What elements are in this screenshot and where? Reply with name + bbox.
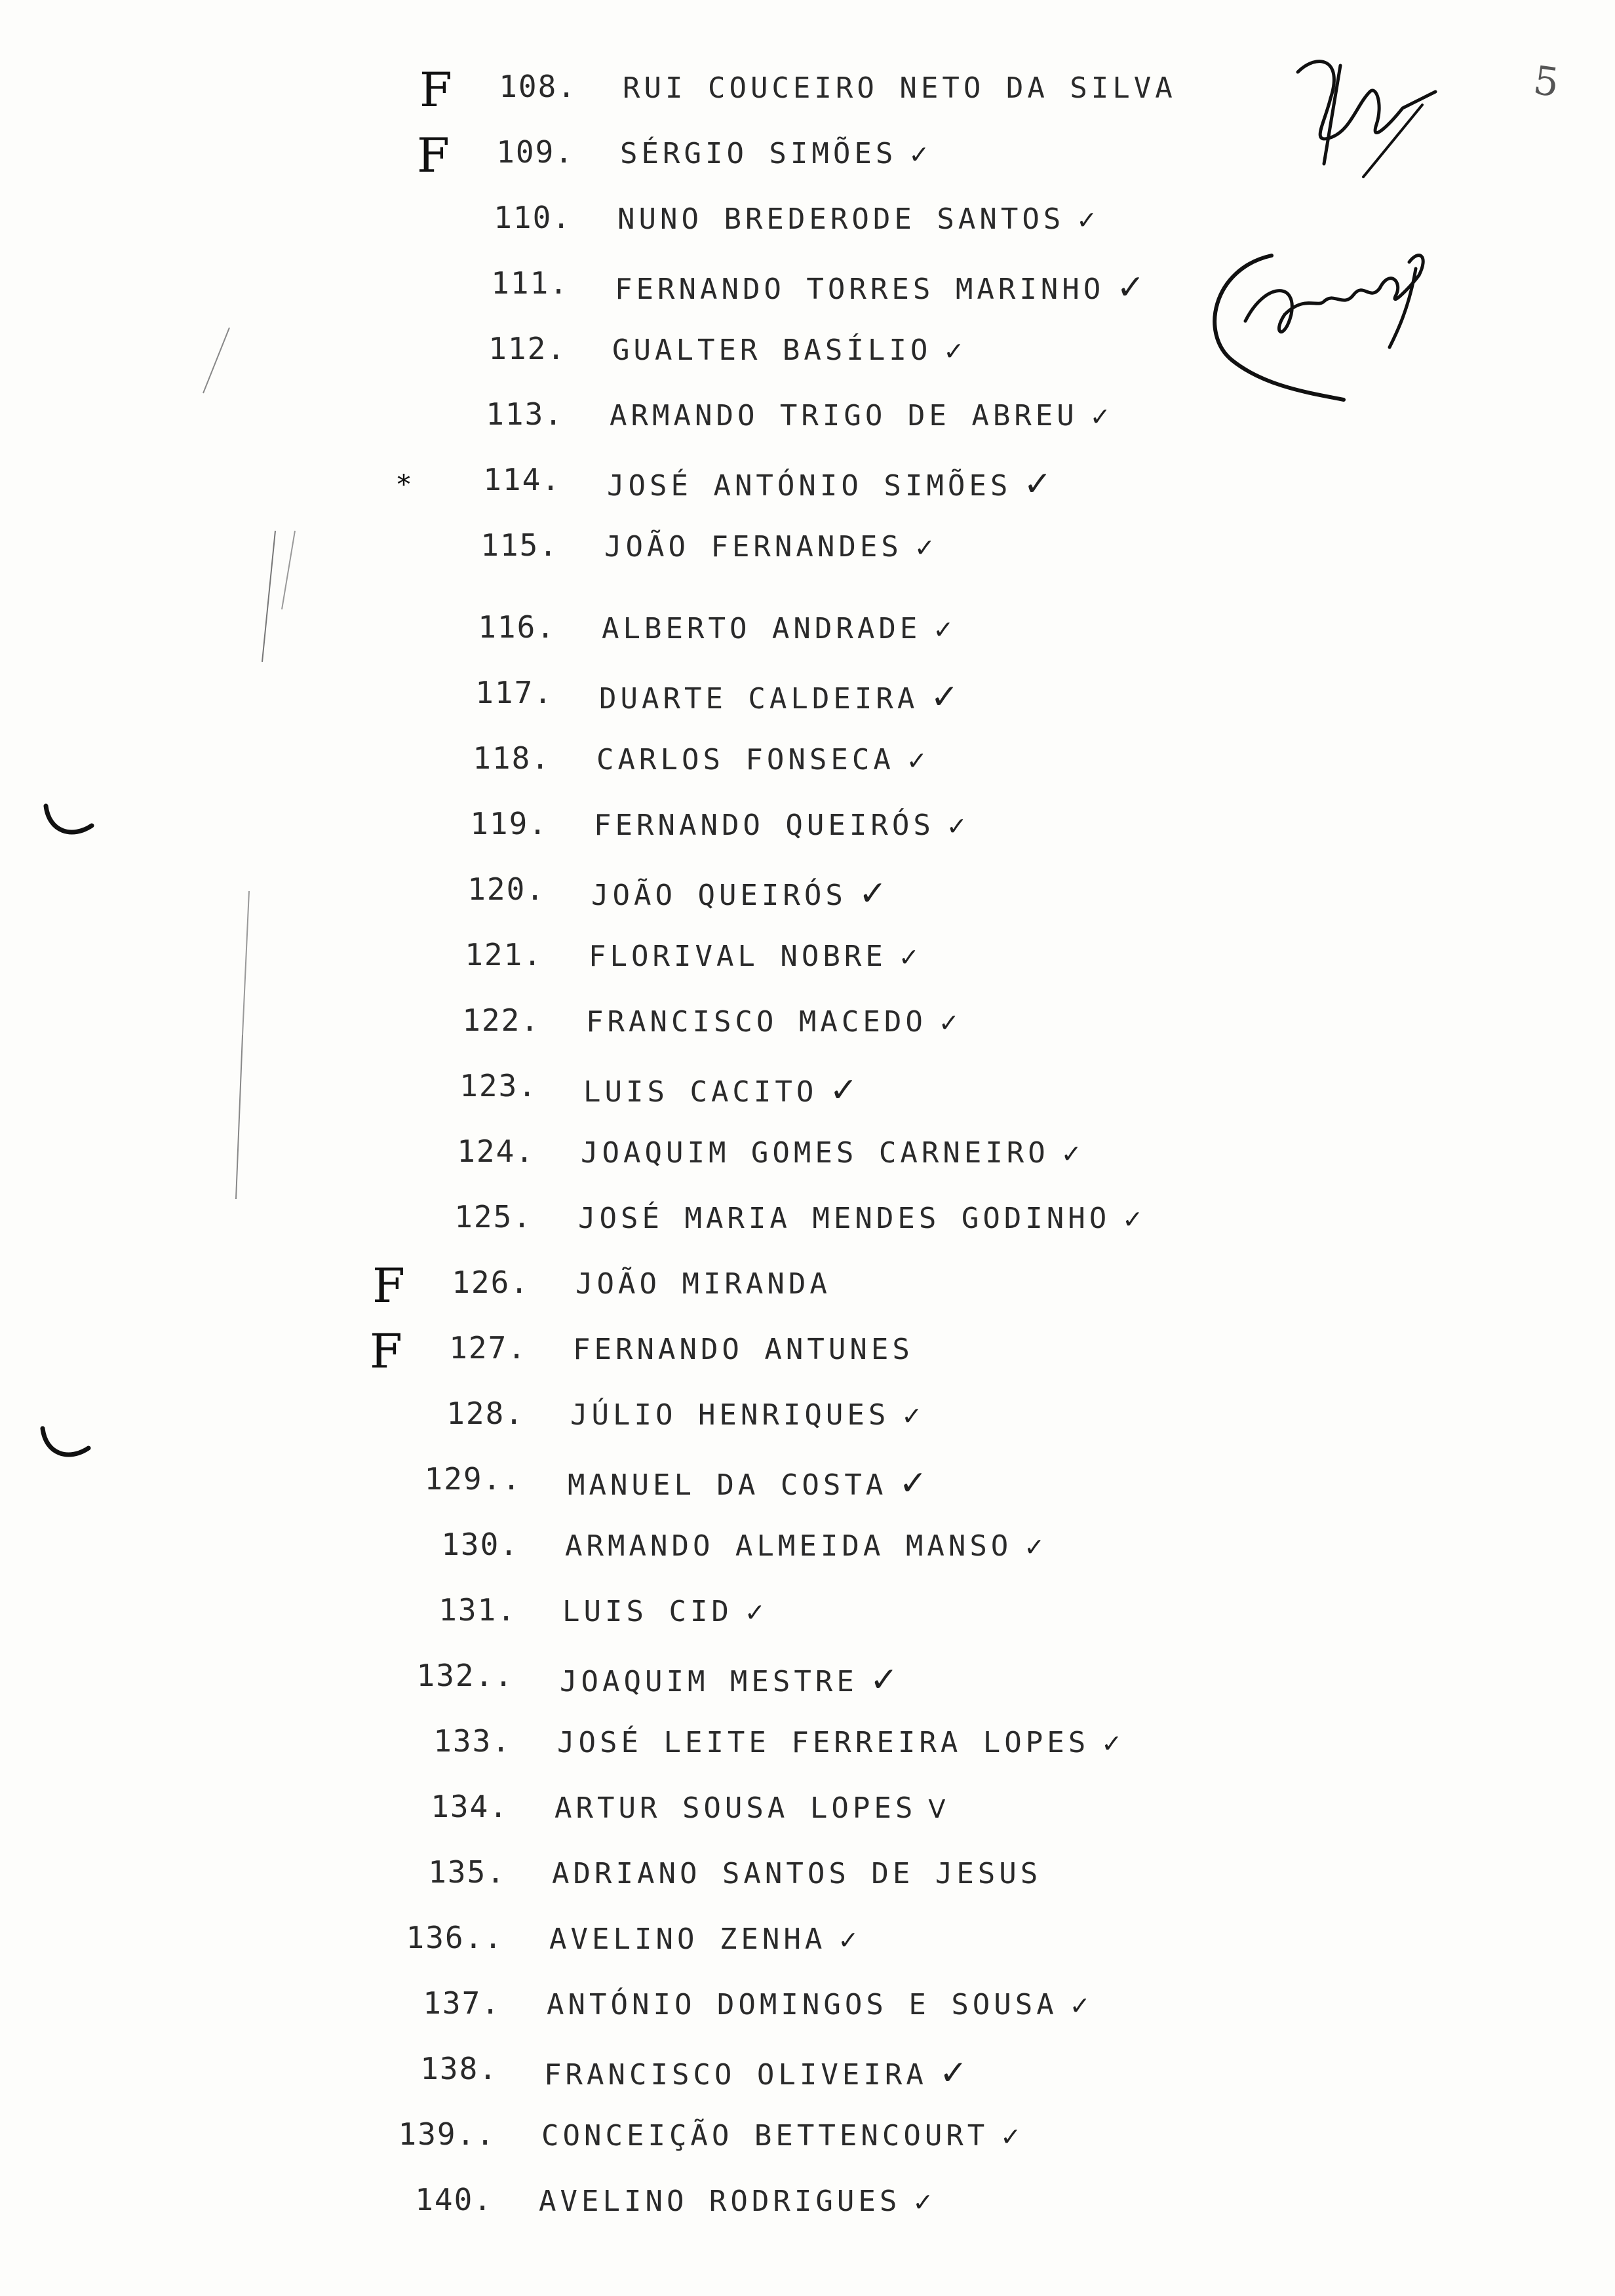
list-item — [372, 603, 1355, 655]
entry-name: LUIS CACITO ✓ — [583, 1071, 858, 1110]
entry-number: 137. — [423, 1985, 501, 2021]
entry-name: AVELINO ZENHA ✓ — [549, 1923, 859, 1956]
list-item — [322, 1848, 1306, 1900]
checkmark-icon: ✓ — [1060, 1139, 1082, 1168]
list-item — [393, 62, 1376, 115]
list-item — [351, 1127, 1334, 1179]
margin-mark-2 — [36, 1422, 95, 1468]
list-item — [367, 734, 1350, 786]
list-item — [336, 1520, 1319, 1573]
checkmark-icon: ✓ — [744, 1598, 766, 1627]
entry-number: 117. — [475, 675, 553, 710]
entry-name: RUI COUCEIRO NETO DA SILVA — [623, 71, 1177, 105]
entry-name: GUALTER BASÍLIO ✓ — [612, 334, 965, 367]
checkmark-icon: ✓ — [930, 678, 959, 717]
list-item — [380, 390, 1363, 442]
entry-name: MANUEL DA COSTA ✓ — [568, 1464, 927, 1503]
list-item — [328, 1717, 1311, 1769]
entry-name: ANTÓNIO DOMINGOS E SOUSA ✓ — [547, 1988, 1091, 2021]
entry-number: 120. — [467, 871, 545, 907]
checkmark-icon: ✓ — [838, 1926, 859, 1955]
entry-number: 128. — [446, 1396, 524, 1431]
list-item — [333, 1586, 1316, 1638]
list-item — [341, 1389, 1324, 1442]
entry-number: 123. — [459, 1068, 537, 1103]
checkmark-icon: ✓ — [829, 1071, 858, 1110]
entry-name: JÚLIO HENRIQUES ✓ — [570, 1398, 923, 1432]
entry-name: SÉRGIO SIMÕES ✓ — [620, 137, 930, 170]
checkmark-icon: ✓ — [908, 140, 930, 169]
entry-number: 118. — [473, 740, 551, 776]
entry-number: 116. — [478, 609, 556, 645]
entry-name: JOÃO FERNANDES ✓ — [604, 530, 935, 564]
margin-mark: F — [372, 1258, 405, 1313]
list-item — [330, 1651, 1313, 1704]
entry-number: 111. — [491, 265, 569, 301]
entry-name: FRANCISCO MACEDO ✓ — [586, 1005, 960, 1039]
list-item — [315, 2044, 1298, 2097]
entry-number: 136.. — [406, 1920, 503, 1955]
list-item — [312, 2110, 1295, 2162]
margin-mark: F — [417, 128, 450, 183]
entry-name: FRANCISCO OLIVEIRA ✓ — [544, 2054, 968, 2093]
entry-number: 133. — [433, 1723, 511, 1759]
checkmark-icon: ✓ — [869, 1660, 899, 1700]
entry-name: ALBERTO ANDRADE ✓ — [602, 612, 954, 645]
entry-number: 110. — [494, 200, 572, 235]
checkmark-icon: ✓ — [858, 874, 887, 913]
entry-number: 122. — [462, 1003, 540, 1038]
checkmark-icon: ✓ — [943, 337, 965, 366]
checkmark-icon: ✓ — [914, 533, 935, 562]
entry-name: ARTUR SOUSA LOPES V — [555, 1791, 946, 1825]
entry-name: ARMANDO TRIGO DE ABREU ✓ — [610, 399, 1111, 432]
checkmark-icon: ✓ — [899, 1464, 927, 1503]
margin-mark: F — [419, 62, 452, 117]
entry-name: DUARTE CALDEIRA ✓ — [599, 678, 959, 717]
entry-name: JOÃO MIRANDA — [575, 1267, 831, 1301]
entry-name: FERNANDO QUEIRÓS ✓ — [594, 809, 967, 842]
entry-number: 108. — [499, 69, 577, 104]
margin-mark: * — [397, 470, 410, 500]
entry-name: NUNO BREDERODE SANTOS ✓ — [617, 202, 1098, 236]
list-item — [362, 865, 1345, 917]
list-item — [343, 1324, 1327, 1379]
entry-name: FLORIVAL NOBRE ✓ — [589, 940, 920, 973]
checkmark-icon: ✓ — [1024, 1533, 1045, 1561]
list-item — [388, 193, 1371, 246]
entry-number: 135. — [428, 1854, 506, 1890]
checkmark-icon: ✓ — [1122, 1205, 1144, 1234]
checkmark-icon: ✓ — [898, 943, 920, 972]
entry-name: LUIS CID ✓ — [562, 1595, 766, 1628]
checkmark-icon: ✓ — [906, 746, 927, 775]
entry-number: 124. — [457, 1134, 535, 1169]
list-item — [378, 455, 1361, 508]
list-item — [349, 1193, 1332, 1245]
entry-name: CARLOS FONSECA ✓ — [596, 743, 927, 776]
entry-number: 138. — [420, 2051, 498, 2086]
checkmark-icon: ✓ — [1023, 465, 1052, 504]
checkmark-icon: ✓ — [1101, 1729, 1123, 1758]
entry-number: 113. — [486, 396, 564, 432]
list-item — [317, 1979, 1300, 2031]
checkmark-icon: ✓ — [1076, 206, 1098, 235]
entry-name: JOSÉ ANTÓNIO SIMÕES ✓ — [607, 465, 1052, 504]
checkmark-icon: ✓ — [1000, 2122, 1022, 2151]
entry-name: FERNANDO TORRES MARINHO ✓ — [615, 268, 1145, 307]
entry-number: 114. — [483, 462, 561, 497]
checkmark-icon: ✓ — [1069, 1991, 1091, 2020]
entry-number: 127. — [449, 1330, 527, 1366]
entry-number: 119. — [470, 806, 548, 841]
list-item — [383, 324, 1366, 377]
list-item — [354, 1062, 1337, 1114]
entry-number: 130. — [441, 1527, 519, 1562]
checkmark-icon: ✓ — [912, 2188, 934, 2217]
entry-name: FERNANDO ANTUNES — [573, 1333, 914, 1366]
list-item — [370, 668, 1353, 721]
entry-number: 109. — [496, 134, 574, 170]
checkmark-icon: ✓ — [901, 1402, 923, 1430]
entry-number: 131. — [438, 1592, 516, 1628]
entry-number: 115. — [480, 527, 558, 563]
checkmark-icon: ✓ — [939, 2054, 968, 2093]
checkmark-icon: ✓ — [1089, 402, 1111, 431]
margin-scratch — [190, 315, 321, 1232]
entry-name: AVELINO RODRIGUES ✓ — [539, 2185, 934, 2218]
entry-number: 129.. — [424, 1461, 522, 1497]
entry-number: 132.. — [416, 1658, 514, 1693]
list-item — [309, 2175, 1293, 2228]
checkmark-icon: ✓ — [933, 615, 954, 644]
entry-number: 140. — [415, 2182, 493, 2217]
entry-number: 134. — [431, 1789, 509, 1824]
list-item — [338, 1455, 1321, 1507]
list-item — [391, 128, 1374, 183]
entry-name: JOAQUIM MESTRE ✓ — [560, 1660, 899, 1700]
checkmark-icon: ✓ — [946, 812, 967, 841]
entry-name: ARMANDO ALMEIDA MANSO ✓ — [565, 1529, 1045, 1563]
checkmark-icon: V — [928, 1795, 946, 1824]
list-item — [320, 1913, 1303, 1966]
entry-number: 121. — [465, 937, 543, 972]
checkmark-icon: ✓ — [938, 1008, 960, 1037]
entry-number: 125. — [454, 1199, 532, 1234]
entry-name: JOAQUIM GOMES CARNEIRO ✓ — [581, 1136, 1082, 1170]
entry-name: ADRIANO SANTOS DE JESUS — [552, 1857, 1042, 1890]
entry-name: JOSÉ LEITE FERREIRA LOPES ✓ — [557, 1726, 1123, 1759]
entry-number: 112. — [488, 331, 566, 366]
list-item — [359, 930, 1342, 983]
checkmark-icon: ✓ — [1116, 268, 1145, 307]
list-item — [364, 799, 1348, 852]
list-item — [325, 1782, 1308, 1835]
page-number: 5 — [1530, 57, 1562, 107]
entry-name: JOÃO QUEIRÓS ✓ — [591, 874, 887, 913]
entry-name: CONCEIÇÃO BETTENCOURT ✓ — [541, 2119, 1022, 2152]
list-item — [346, 1258, 1329, 1311]
list-item — [375, 521, 1358, 573]
margin-mark: F — [370, 1324, 402, 1379]
entry-number: 126. — [452, 1265, 530, 1300]
entry-number: 139.. — [398, 2116, 496, 2152]
list-item — [357, 996, 1340, 1048]
list-item — [385, 259, 1369, 311]
margin-mark-1 — [39, 799, 98, 845]
entry-name: JOSÉ MARIA MENDES GODINHO ✓ — [578, 1202, 1144, 1235]
